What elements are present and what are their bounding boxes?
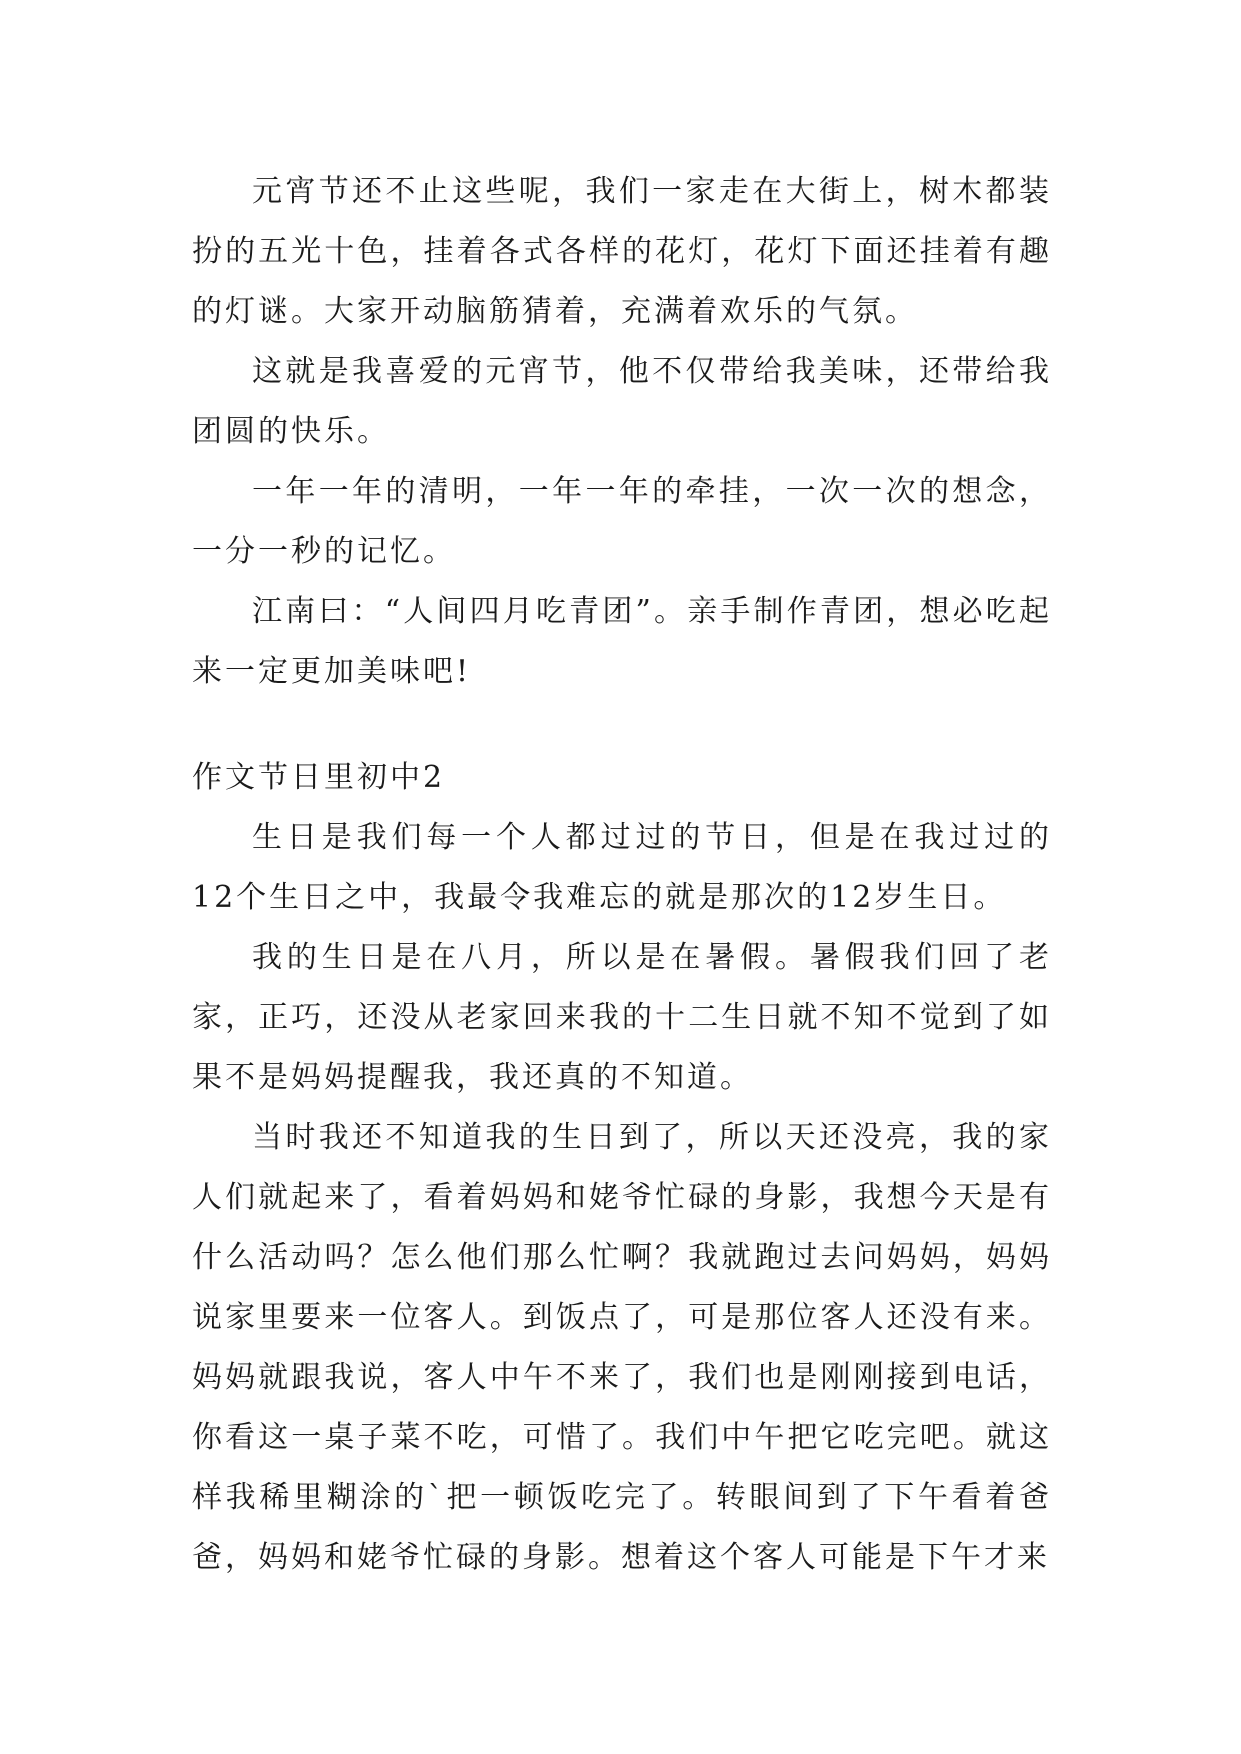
paragraph-favorite-festival: 这就是我喜爱的元宵节，他不仅带给我美味，还带给我团圆的快乐。 xyxy=(192,354,1052,449)
paragraph-qingming: 一年一年的清明，一年一年的牵挂，一次一次的想念，一分一秒的记忆。 xyxy=(192,474,1052,569)
document-body xyxy=(192,162,1052,1588)
paragraph-birthday-story: 当时我还不知道我的生日到了，所以天还没亮，我的家人们就起来了，看着妈妈和姥爷忙碌的身影，我想今天是有什么活动吗？怎么他们那么忙啊？我就跑过去问妈妈，妈妈说家里要来一位客人。到饭点了，可是那位客人还没有来。妈妈就跟我说，客人中午不来了，我们也是刚刚接到电话，你看这一桌子菜不吃，可惜了。我们中午把它吃完吧。就这样我稀里糊涂的`把一顿饭吃完了。转眼间到了下午看着爸爸，妈妈和姥爷忙碌的身影。想着这个客人可能是下午才来 xyxy=(192,1120,1052,1575)
paragraph-qingtuan: 江南曰：“人间四月吃青团”。亲手制作青团，想必吃起来一定更加美味吧! xyxy=(192,594,1052,689)
paragraph-lantern-festival: 元宵节还不止这些呢，我们一家走在大街上，树木都装扮的五光十色，挂着各式各样的花灯，花灯下面还挂着有趣的灯谜。大家开动脑筋猜着，充满着欢乐的气氛。 xyxy=(192,174,1052,329)
paragraph-birthday-intro: 生日是我们每一个人都过过的节日，但是在我过过的12个生日之中，我最令我难忘的就是那次的12岁生日。 xyxy=(192,820,1052,915)
paragraph-birthday-august: 我的生日是在八月，所以是在暑假。暑假我们回了老家，正巧，还没从老家回来我的十二生日就不知不觉到了如果不是妈妈提醒我，我还真的不知道。 xyxy=(192,940,1052,1095)
section-heading: 作文节日里初中2 xyxy=(192,760,446,795)
